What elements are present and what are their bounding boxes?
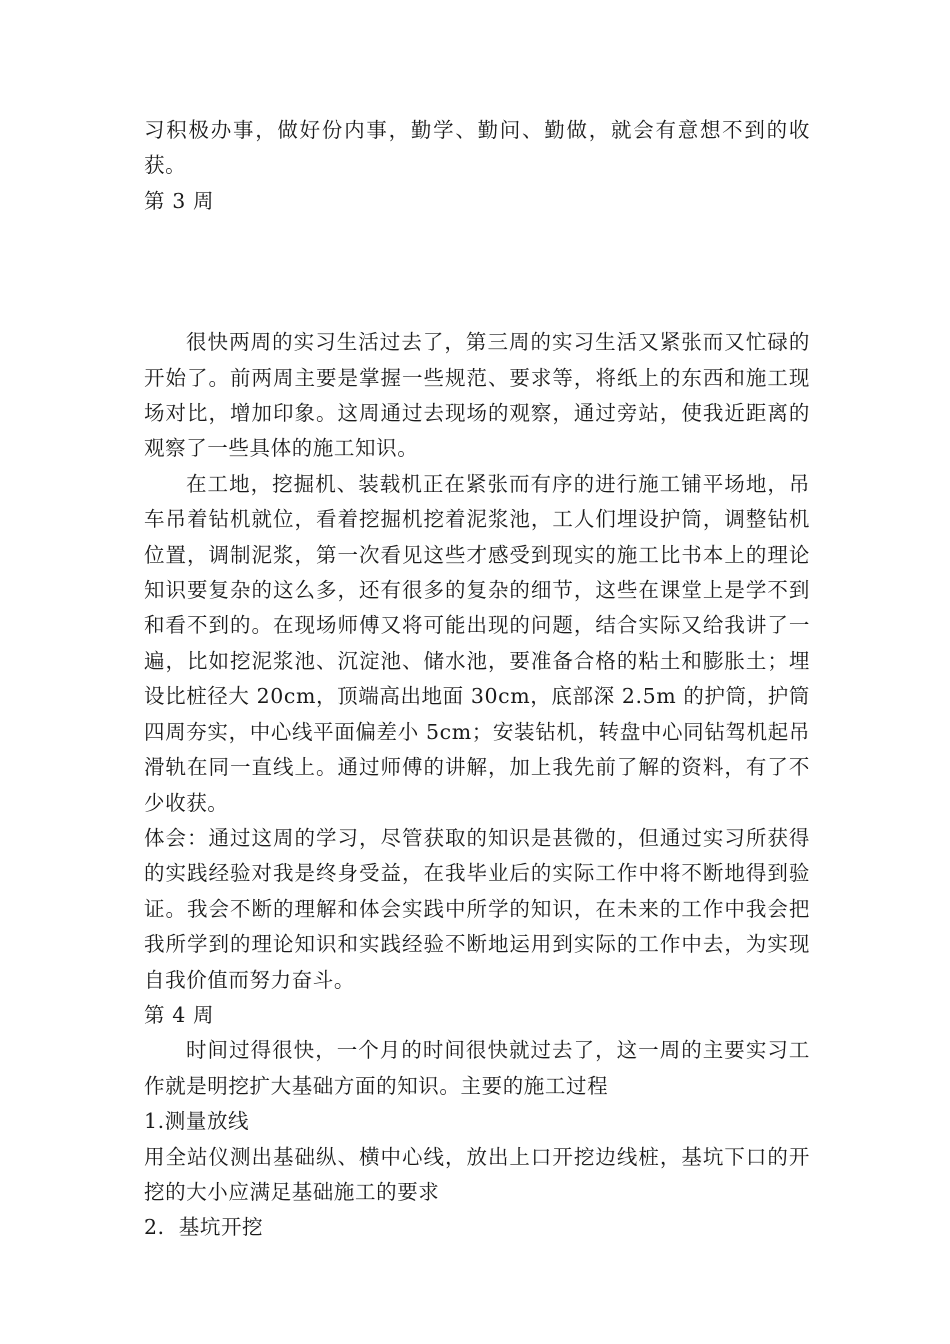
week3-paragraph-2: 在工地，挖掘机、装载机正在紧张而有序的进行施工铺平场地，吊车吊着钻机就位，看着挖掘机挖着泥浆池，工人们埋设护筒，调整钻机位置，调制泥浆，第一次看见这些才感受到现实的施工比书本上的理论知识要复杂的这么多，还有很多的复杂的细节，这些在课堂上是学不到和看不到的。在现场师傅又将可能出现的问题，结合实际又给我讲了一遍，比如挖泥浆池、沉淀池、储水池，要准备合格的粘土和膨胀土；埋设比桩径大 20cm，顶端高出地面 30cm，底部深 2.5m 的护筒，护筒四周夯实，中心线平面偏差小 5cm；安装钻机，转盘中心同钻驾机起吊滑轨在同一直线上。通过师傅的讲解，加上我先前了解的资料，有了不少收获。 [144, 471, 810, 815]
blank-spacer [144, 219, 810, 325]
week4-heading: 第 4 周 [144, 1002, 215, 1027]
week3-heading: 第 3 周 [144, 188, 215, 213]
step1-title: 1.测量放线 [144, 1109, 250, 1134]
intro-tail-paragraph: 习积极办事，做好份内事，勤学、勤问、勤做，就会有意想不到的收获。 [144, 118, 810, 178]
step1-text: 用全站仪测出基础纵、横中心线，放出上口开挖边线桩，基坑下口的开挖的大小应满足基础施工的要求 [144, 1144, 810, 1204]
step2-title: 2．基坑开挖 [144, 1215, 264, 1240]
week4-paragraph-1: 时间过得很快，一个月的时间很快就过去了，这一周的主要实习工作就是明挖扩大基础方面的知识。主要的施工过程 [144, 1038, 810, 1098]
document-page [144, 113, 810, 1246]
week3-reflection: 体会：通过这周的学习，尽管获取的知识是甚微的，但通过实习所获得的实践经验对我是终身受益，在我毕业后的实际工作中将不断地得到验证。我会不断的理解和体会实践中所学的知识，在未来的工作中我会把我所学到的理论知识和实践经验不断地运用到实际的工作中去，为实现自我价值而努力奋斗。 [144, 825, 810, 992]
week3-paragraph-1: 很快两周的实习生活过去了，第三周的实习生活又紧张而又忙碌的开始了。前两周主要是掌握一些规范、要求等，将纸上的东西和施工现场对比，增加印象。这周通过去现场的观察，通过旁站，使我近距离的观察了一些具体的施工知识。 [144, 330, 810, 461]
